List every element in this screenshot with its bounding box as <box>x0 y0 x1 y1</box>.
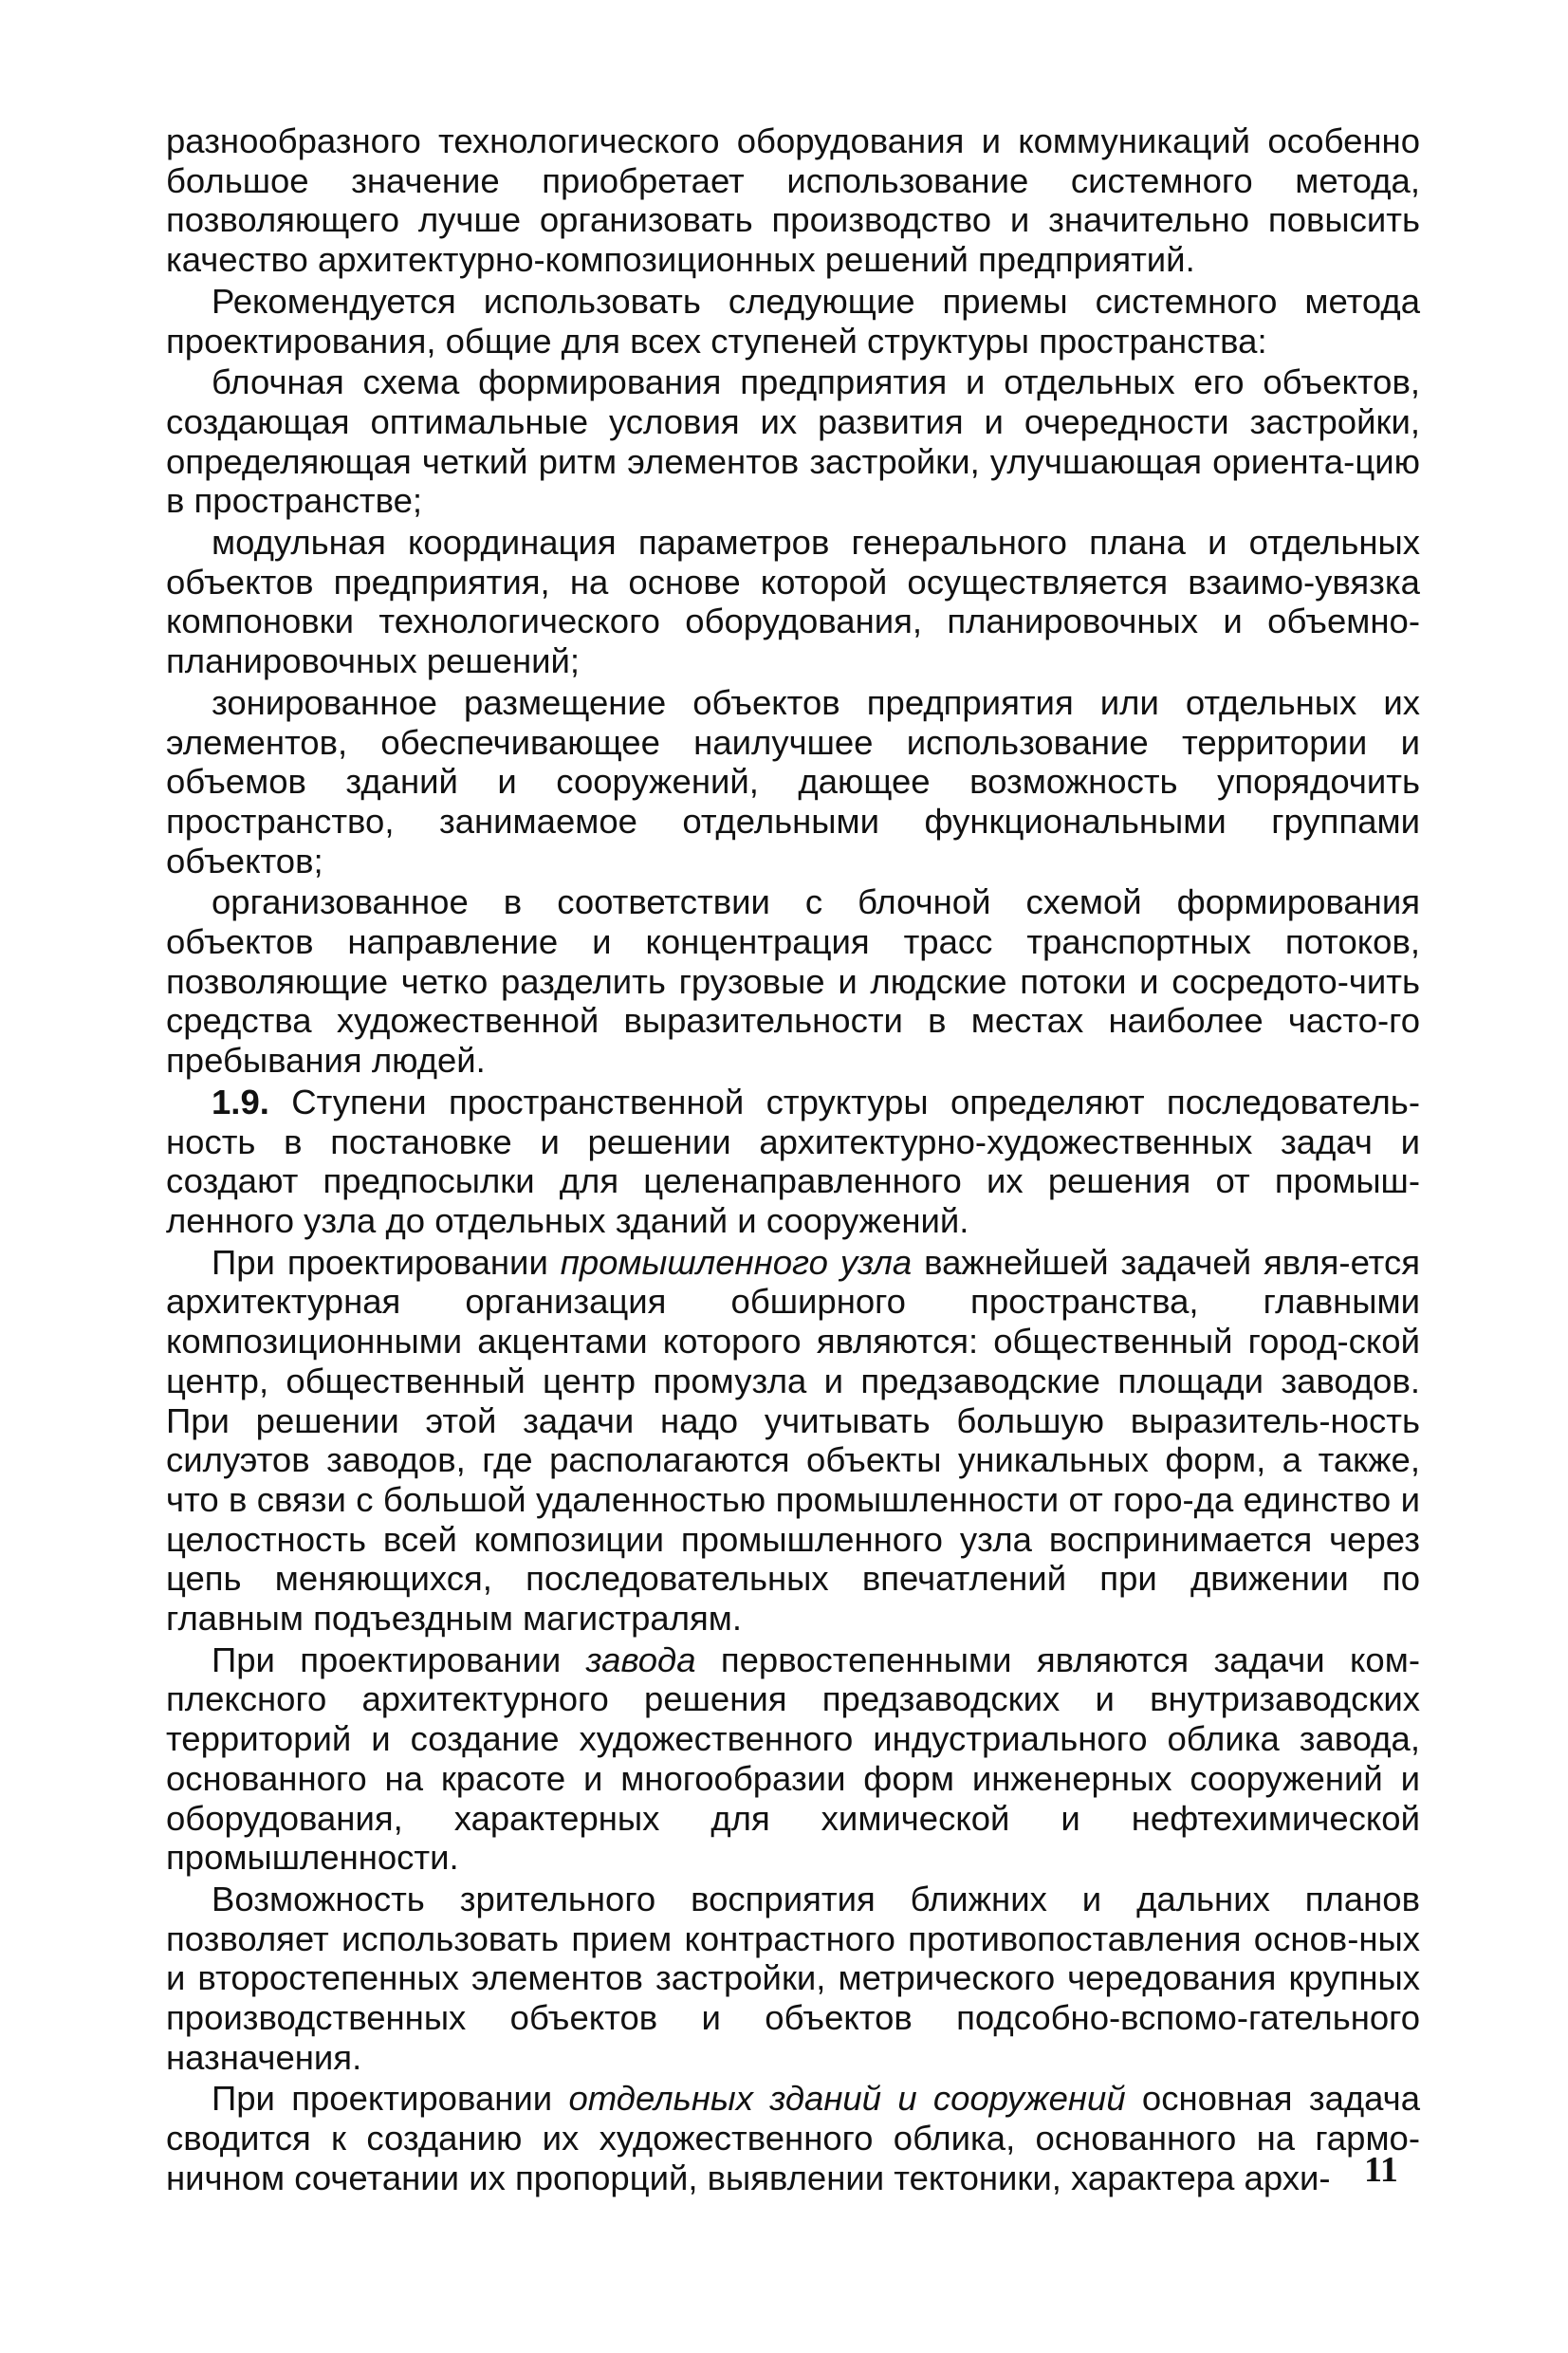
page-number: 11 <box>1364 2150 1398 2190</box>
paragraph-recommendation: Рекомендуется использовать следующие приемы системного метода проектирования, общие для всех ступеней структуры пространства: <box>166 281 1420 361</box>
paragraph-factory <box>166 1640 1420 1878</box>
page-body <box>166 121 1420 2200</box>
italic-term: отдельных зданий и сооружений <box>568 2079 1126 2119</box>
paragraph-visual-perception: Возможность зрительного восприятия ближних и дальних планов позволяет использовать прием контрастного противопоставления основ-ных и второстепенных элементов застройки, метрического чередования крупных производственных объектов и объектов подсобно-вспомо-гательного назначения. <box>166 1879 1420 2077</box>
list-item-transport-flows: организованное в соответствии с блочной схемой формирования объектов направление и концентрация трасс транспортных потоков, позволяющие четко разделить грузовые и людские потоки и сосредото-чить средства художественной выразительности в местах наиболее часто-го пребывания людей. <box>166 882 1420 1081</box>
section-text: Ступени пространственной структуры определяют последователь-ность в постановке и решении архитектурно-художественных задач и создают предпосылки для целенаправленного их решения от промыш-ленного узла до отдельных зданий и сооружений. <box>166 1082 1420 1240</box>
list-item-modular-coordination: модульная координация параметров генерального плана и отдельных объектов предприятия, на основе которой осуществляется взаимо-увязка компоновки технологического оборудования, планировочных и объемно-планировочных решений; <box>166 523 1420 681</box>
list-item-zoning: зонированное размещение объектов предприятия или отдельных их элементов, обеспечивающее наилучшее использование территории и объемов зданий и сооружений, дающее возможность упорядочить пространство, занимаемое отдельными функциональными группами объектов; <box>166 682 1420 880</box>
paragraph-lead: При проектировании <box>212 2079 569 2119</box>
section-1-9 <box>166 1083 1420 1241</box>
paragraph-rest: первостепенными являются задачи ком-плексного архитектурного решения предзаводских и внутризаводских территорий и создание художественного индустриального облика завода, основанного на красоте и многообразии форм инженерных сооружений и оборудования, характерных для химической и нефтехимической промышленности. <box>166 1640 1420 1878</box>
italic-term: промышленного узла <box>560 1242 913 1282</box>
section-number: 1.9. <box>212 1082 269 1121</box>
italic-term: завода <box>585 1640 696 1679</box>
paragraph-lead: При проектировании <box>212 1242 561 1282</box>
paragraph-lead: При проектировании <box>212 1640 586 1679</box>
list-item-block-scheme: блочная схема формирования предприятия и отдельных его объектов, создающая оптимальные условия их развития и очередности застройки, определяющая четкий ритм элементов застройки, улучшающая ориента-цию в пространстве; <box>166 362 1420 521</box>
paragraph-continuation: разнообразного технологического оборудования и коммуникаций особенно большое значение приобретает использование системного метода, позволяющего лучше организовать производство и значительно повысить качество архитектурно-композиционных решений предприятий. <box>166 121 1420 280</box>
paragraph-rest: важнейшей задачей явля-ется архитектурная организация обширного пространства, главными композиционными акцентами которого являются: общественный город-ской центр, общественный центр промузла и предзаводские площади заводов. При решении этой задачи надо учитывать большую выразитель-ность силуэтов заводов, где располагаются объекты уникальных форм, а также, что в связи с большой удаленностью промышленности от горо-да единство и целостность всей композиции промышленного узла воспринимается через цепь меняющихся, последовательных впечатлений при движении по главным подъездным магистралям. <box>166 1242 1420 1639</box>
paragraph-buildings <box>166 2079 1420 2197</box>
paragraph-rest: основная задача сводится к созданию их художественного облика, основанного на гармо-ничном сочетании их пропорций, выявлении тектоники, характера архи- <box>166 2079 1420 2197</box>
paragraph-industrial-node <box>166 1243 1420 1639</box>
